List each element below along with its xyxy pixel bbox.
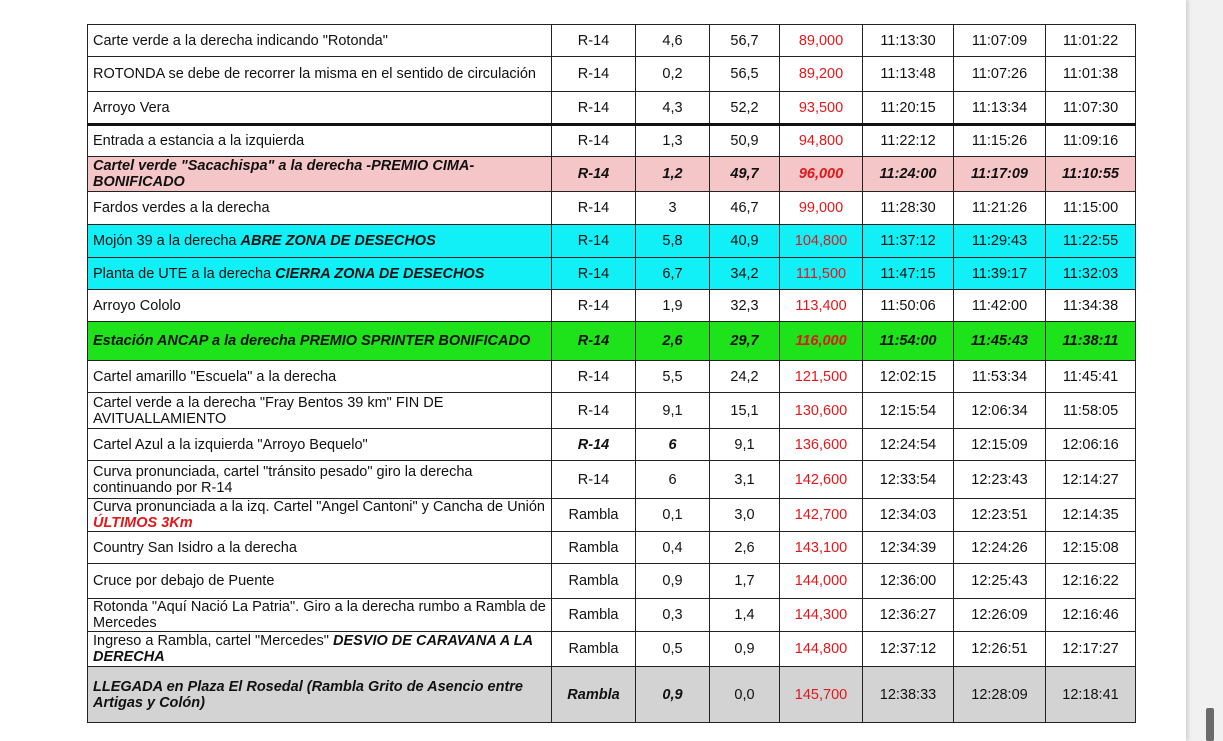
remaining-km-cell: 49,7 [710,157,780,192]
time-fast-cell: 11:22:12 [863,125,954,157]
segment-km-cell: 6 [636,461,710,499]
description-cell [88,499,552,532]
description-text: ABRE ZONA DE DESECHOS [240,233,436,249]
time-fast-cell: 11:28:30 [863,192,954,225]
time-fast-cell: 12:36:00 [863,564,954,599]
route-cell: R-14 [552,429,636,461]
route-cell: Rambla [552,632,636,667]
table-row [88,192,1136,225]
remaining-km-cell: 29,7 [710,322,780,361]
remaining-km-cell: 0,9 [710,632,780,667]
time-slow-cell: 11:01:38 [1046,57,1136,92]
description-cell [88,25,552,57]
route-cell: Rambla [552,499,636,532]
time-slow-cell: 12:16:46 [1046,599,1136,632]
description-text: Arroyo Cololo [93,297,181,314]
description-text: ROTONDA se debe de recorrer la misma en el sentido de circulación [93,66,536,82]
distance-cell: 144,000 [780,564,863,599]
route-cell: R-14 [552,225,636,258]
route-cell: R-14 [552,125,636,157]
table-row [88,429,1136,461]
remaining-km-cell: 1,7 [710,564,780,599]
description-text: Rotonda "Aquí Nació La Patria". Giro a la derecha rumbo a Rambla de Mercedes [93,599,546,631]
distance-cell: 142,700 [780,499,863,532]
time-slow-cell: 11:01:22 [1046,25,1136,57]
time-medium-cell: 12:24:26 [954,532,1046,564]
description-text: LLEGADA en Plaza El Rosedal (Rambla Grito de Asencio entre Artigas y Colón) [93,678,523,711]
table-row [88,499,1136,532]
time-fast-cell: 12:02:15 [863,361,954,393]
segment-km-cell: 0,4 [636,532,710,564]
description-text: Curva pronunciada, cartel "tránsito pesado" giro la derecha continuando por R-14 [93,463,473,496]
table-row [88,125,1136,157]
table-row [88,290,1136,322]
segment-km-cell: 4,3 [636,92,710,125]
description-text: Cruce por debajo de Puente [93,573,275,589]
remaining-km-cell: 24,2 [710,361,780,393]
time-medium-cell: 11:13:34 [954,92,1046,125]
time-medium-cell: 12:23:51 [954,499,1046,532]
table-row [88,258,1136,290]
distance-cell: 96,000 [780,157,863,192]
route-cell: R-14 [552,322,636,361]
segment-km-cell: 0,1 [636,499,710,532]
segment-km-cell: 6,7 [636,258,710,290]
time-slow-cell: 11:10:55 [1046,157,1136,192]
segment-km-cell: 1,9 [636,290,710,322]
time-fast-cell: 12:34:39 [863,532,954,564]
segment-km-cell: 1,2 [636,157,710,192]
route-cell: Rambla [552,532,636,564]
description-text: Planta de UTE a la derecha [93,265,276,282]
description-text: DESVIO DE CARAVANA A LA DERECHA [93,633,533,665]
description-text: Cartel verde a la derecha "Fray Bentos 39 km" FIN DE AVITUALLAMIENTO [93,394,444,427]
segment-km-cell: 2,6 [636,322,710,361]
distance-cell: 130,600 [780,393,863,429]
remaining-km-cell: 32,3 [710,290,780,322]
distance-cell: 143,100 [780,532,863,564]
distance-cell: 144,300 [780,599,863,632]
distance-cell: 93,500 [780,92,863,125]
table-row [88,157,1136,192]
remaining-km-cell: 56,5 [710,57,780,92]
segment-km-cell: 4,6 [636,25,710,57]
time-slow-cell: 12:18:41 [1046,667,1136,723]
distance-cell: 145,700 [780,667,863,723]
description-text: Cartel amarillo "Escuela" a la derecha [93,368,337,385]
route-cell: R-14 [552,92,636,125]
time-fast-cell: 12:38:33 [863,667,954,723]
distance-cell: 113,400 [780,290,863,322]
remaining-km-cell: 2,6 [710,532,780,564]
description-cell [88,125,552,157]
time-fast-cell: 12:34:03 [863,499,954,532]
distance-cell: 136,600 [780,429,863,461]
segment-km-cell: 6 [636,429,710,461]
route-table [87,24,1136,723]
time-slow-cell: 11:38:11 [1046,322,1136,361]
remaining-km-cell: 56,7 [710,25,780,57]
description-cell [88,532,552,564]
table-row [88,632,1136,667]
description-cell [88,599,552,632]
description-cell [88,192,552,225]
description-cell [88,322,552,361]
route-cell: Rambla [552,667,636,723]
remaining-km-cell: 3,1 [710,461,780,499]
time-fast-cell: 11:13:30 [863,25,954,57]
time-fast-cell: 12:24:54 [863,429,954,461]
description-cell [88,361,552,393]
description-cell [88,393,552,429]
time-fast-cell: 11:47:15 [863,258,954,290]
time-slow-cell: 12:06:16 [1046,429,1136,461]
time-slow-cell: 11:32:03 [1046,258,1136,290]
distance-cell: 116,000 [780,322,863,361]
distance-cell: 99,000 [780,192,863,225]
remaining-km-cell: 34,2 [710,258,780,290]
segment-km-cell: 0,9 [636,564,710,599]
time-medium-cell: 12:15:09 [954,429,1046,461]
time-medium-cell: 11:15:26 [954,125,1046,157]
time-medium-cell: 12:25:43 [954,564,1046,599]
route-cell: R-14 [552,57,636,92]
time-medium-cell: 11:39:17 [954,258,1046,290]
time-slow-cell: 11:58:05 [1046,393,1136,429]
description-cell [88,92,552,125]
route-cell: R-14 [552,25,636,57]
description-cell [88,225,552,258]
description-text: Fardos verdes a la derecha [93,200,270,216]
description-text: Carte verde a la derecha indicando "Rotonda" [93,32,388,49]
description-text: Ingreso a Rambla, cartel "Mercedes" [93,633,333,649]
description-text: Cartel verde "Sacachispa" a la derecha -PREMIO CIMA- BONIFICADO [93,158,475,190]
time-medium-cell: 11:07:09 [954,25,1046,57]
distance-cell: 89,200 [780,57,863,92]
description-cell [88,258,552,290]
time-fast-cell: 12:37:12 [863,632,954,667]
time-fast-cell: 11:37:12 [863,225,954,258]
route-cell: R-14 [552,290,636,322]
route-cell: R-14 [552,157,636,192]
segment-km-cell: 0,2 [636,57,710,92]
route-cell: R-14 [552,192,636,225]
time-medium-cell: 11:53:34 [954,361,1046,393]
table-row [88,57,1136,92]
time-slow-cell: 11:22:55 [1046,225,1136,258]
time-slow-cell: 12:14:27 [1046,461,1136,499]
distance-cell: 144,800 [780,632,863,667]
table-row [88,25,1136,57]
distance-cell: 94,800 [780,125,863,157]
route-cell: R-14 [552,258,636,290]
remaining-km-cell: 9,1 [710,429,780,461]
time-fast-cell: 11:54:00 [863,322,954,361]
route-cell: R-14 [552,361,636,393]
description-cell [88,290,552,322]
time-slow-cell: 11:15:00 [1046,192,1136,225]
time-medium-cell: 12:28:09 [954,667,1046,723]
segment-km-cell: 9,1 [636,393,710,429]
description-cell [88,667,552,723]
description-text: Country San Isidro a la derecha [93,539,297,556]
time-fast-cell: 12:33:54 [863,461,954,499]
time-fast-cell: 12:36:27 [863,599,954,632]
distance-cell: 111,500 [780,258,863,290]
description-text: Curva pronunciada a la izq. Cartel "Angel Cantoni" y Cancha de Unión [93,499,545,515]
table-row [88,532,1136,564]
remaining-km-cell: 0,0 [710,667,780,723]
time-medium-cell: 11:07:26 [954,57,1046,92]
route-cell: Rambla [552,599,636,632]
description-cell [88,157,552,192]
distance-cell: 89,000 [780,25,863,57]
table-row [88,361,1136,393]
remaining-km-cell: 52,2 [710,92,780,125]
time-slow-cell: 11:34:38 [1046,290,1136,322]
time-slow-cell: 12:16:22 [1046,564,1136,599]
distance-cell: 142,600 [780,461,863,499]
table-row [88,564,1136,599]
route-cell: Rambla [552,564,636,599]
time-slow-cell: 11:09:16 [1046,125,1136,157]
description-text: Mojón 39 a la derecha [93,233,241,249]
route-cell: R-14 [552,393,636,429]
description-cell [88,429,552,461]
table-row [88,461,1136,499]
table-row [88,322,1136,361]
description-text: Estación ANCAP a la derecha PREMIO SPRINTER BONIFICADO [93,333,531,349]
time-slow-cell: 12:15:08 [1046,532,1136,564]
description-text: Arroyo Vera [93,99,170,116]
segment-km-cell: 0,9 [636,667,710,723]
time-slow-cell: 11:07:30 [1046,92,1136,125]
segment-km-cell: 1,3 [636,125,710,157]
time-medium-cell: 12:26:09 [954,599,1046,632]
remaining-km-cell: 50,9 [710,125,780,157]
table-row [88,92,1136,125]
segment-km-cell: 5,5 [636,361,710,393]
segment-km-cell: 3 [636,192,710,225]
time-fast-cell: 12:15:54 [863,393,954,429]
remaining-km-cell: 15,1 [710,393,780,429]
time-slow-cell: 12:14:35 [1046,499,1136,532]
route-cell: R-14 [552,461,636,499]
time-fast-cell: 11:24:00 [863,157,954,192]
scrollbar-thumb[interactable] [1206,708,1214,741]
description-text: Entrada a estancia a la izquierda [93,133,305,149]
table-row [88,393,1136,429]
description-cell [88,57,552,92]
time-medium-cell: 12:06:34 [954,393,1046,429]
description-cell [88,632,552,667]
description-cell [88,564,552,599]
remaining-km-cell: 46,7 [710,192,780,225]
remaining-km-cell: 1,4 [710,599,780,632]
description-cell [88,461,552,499]
time-medium-cell: 11:45:43 [954,322,1046,361]
time-fast-cell: 11:50:06 [863,290,954,322]
remaining-km-cell: 3,0 [710,499,780,532]
description-text: CIERRA ZONA DE DESECHOS [275,265,485,282]
time-fast-cell: 11:13:48 [863,57,954,92]
segment-km-cell: 5,8 [636,225,710,258]
time-medium-cell: 11:29:43 [954,225,1046,258]
time-medium-cell: 12:26:51 [954,632,1046,667]
distance-cell: 104,800 [780,225,863,258]
time-fast-cell: 11:20:15 [863,92,954,125]
time-slow-cell: 11:45:41 [1046,361,1136,393]
description-text: ÚLTIMOS 3Km [93,515,193,531]
table-row [88,225,1136,258]
time-slow-cell: 12:17:27 [1046,632,1136,667]
description-text: Cartel Azul a la izquierda "Arroyo Bequelo" [93,436,368,453]
time-medium-cell: 11:21:26 [954,192,1046,225]
table-row [88,667,1136,723]
time-medium-cell: 11:42:00 [954,290,1046,322]
segment-km-cell: 0,3 [636,599,710,632]
distance-cell: 121,500 [780,361,863,393]
remaining-km-cell: 40,9 [710,225,780,258]
time-medium-cell: 11:17:09 [954,157,1046,192]
time-medium-cell: 12:23:43 [954,461,1046,499]
table-row [88,599,1136,632]
segment-km-cell: 0,5 [636,632,710,667]
